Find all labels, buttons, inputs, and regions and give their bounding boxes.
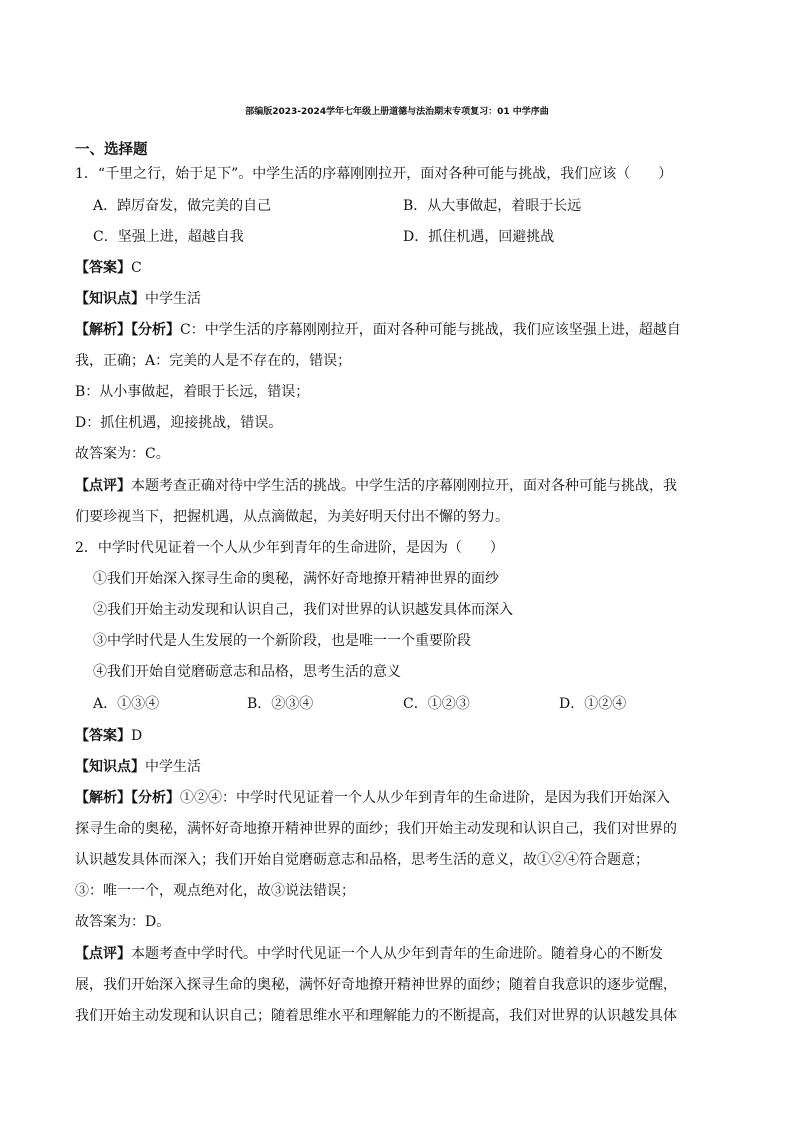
q2-statement-4: ④我们开始自觉磨砺意志和品格，思考生活的意义 [93,664,401,680]
q2-analysis-line-2: 探寻生命的奥秘，满怀好奇地撩开精神世界的面纱；我们开始主动发现和认识自己，我们对世界的 [75,821,677,837]
q2-comment-line-1 [75,944,663,964]
q1-knowledge-value: 中学生活 [145,291,201,307]
q1-analysis-line-3: B：从小事做起，着眼于长远，错误； [75,384,310,400]
q2-analysis-line-5: 故答案为：D。 [75,914,171,930]
q2-comment-line-3: 我们开始主动发现和认识自己；随着思维水平和理解能力的不断提高，我们对世界的认识越发具体 [75,1008,677,1024]
q1-option-b: B．从大事做起，着眼于长远 [403,198,582,214]
fenxi-tag: 【分析】 [131,790,180,806]
q2-analysis-line-4: ③：唯一一个，观点绝对化，故③说法错误； [75,883,355,899]
question-1-stem: 1．“千里之行，始于足下”。中学生活的序幕刚刚拉开，面对各种可能与挑战，我们应该（ ） [75,166,673,182]
q2-statement-1: ①我们开始深入探寻生命的奥秘，满怀好奇地撩开精神世界的面纱 [93,571,499,587]
q2-option-a: A．①③④ [93,696,160,712]
q2-answer [75,726,142,746]
q2-option-d: D．①②④ [559,696,627,712]
fenxi-tag: 【分析】 [131,322,180,338]
q1-comment-line-2: 们要珍视当下，把握机遇，从点滴做起，为美好明天付出不懈的努力。 [75,509,509,525]
q1-knowledge [75,289,201,309]
q1-option-d: D．抓住机遇，回避挑战 [403,229,555,245]
q2-analysis-line-1 [75,788,670,808]
knowledge-tag: 【知识点】 [75,759,145,775]
q2-analysis-line-3: 认识越发具体而深入；我们开始自觉磨砺意志和品格，思考生活的意义，故①②④符合题意； [75,852,649,868]
q2-answer-value: D [131,728,143,744]
q1-analysis-text-1: C：中学生活的序幕刚刚拉开，面对各种可能与挑战，我们应该坚强上进，超越自 [180,322,681,338]
analysis-tag: 【解析】 [75,790,131,806]
knowledge-tag: 【知识点】 [75,291,145,307]
q2-comment-line-2: 展，我们开始深入探寻生命的奥秘，满怀好奇地撩开精神世界的面纱；随着自我意识的逐步觉醒， [75,977,677,993]
q2-option-c: C．①②③ [403,696,470,712]
q2-analysis-text-1: ①②④：中学时代见证着一个人从少年到青年的生命进阶，是因为我们开始深入 [180,790,670,806]
q1-analysis-line-5: 故答案为：C。 [75,446,170,462]
q1-analysis-line-2: 我，正确；A：完美的人是不存在的，错误； [75,353,352,369]
q2-knowledge [75,757,201,777]
q1-analysis-line-4: D：抓住机遇，迎接挑战，错误。 [75,415,283,431]
section-heading: 一、选择题 [75,142,148,158]
q1-analysis-line-1 [75,320,681,340]
q1-comment-line-1 [75,476,677,496]
q2-comment-text-1: 本题考查中学时代。中学时代见证一个人从少年到青年的生命进阶。随着身心的不断发 [131,946,663,962]
q1-answer-value: C [131,260,142,276]
analysis-tag: 【解析】 [75,322,131,338]
q1-option-c: C．坚强上进，超越自我 [93,229,244,245]
q1-answer [75,258,142,278]
comment-tag: 【点评】 [75,946,131,962]
document-title: 部编版2023-2024学年七年级上册道德与法治期末专项复习：01 中学序曲 [245,107,549,117]
q1-option-a: A．踔厉奋发，做完美的自己 [93,198,272,214]
q2-statement-3: ③中学时代是人生发展的一个新阶段，也是唯一一个重要阶段 [93,633,471,649]
comment-tag: 【点评】 [75,478,131,494]
q2-knowledge-value: 中学生活 [145,759,201,775]
q1-comment-text-1: 本题考查正确对待中学生活的挑战。中学生活的序幕刚刚拉开，面对各种可能与挑战，我 [131,478,677,494]
answer-tag: 【答案】 [75,728,131,744]
answer-tag: 【答案】 [75,260,131,276]
q2-statement-2: ②我们开始主动发现和认识自己，我们对世界的认识越发具体而深入 [93,602,513,618]
question-2-stem: 2．中学时代见证着一个人从少年到青年的生命进阶，是因为（ ） [75,540,504,556]
q2-option-b: B．②③④ [247,696,314,712]
